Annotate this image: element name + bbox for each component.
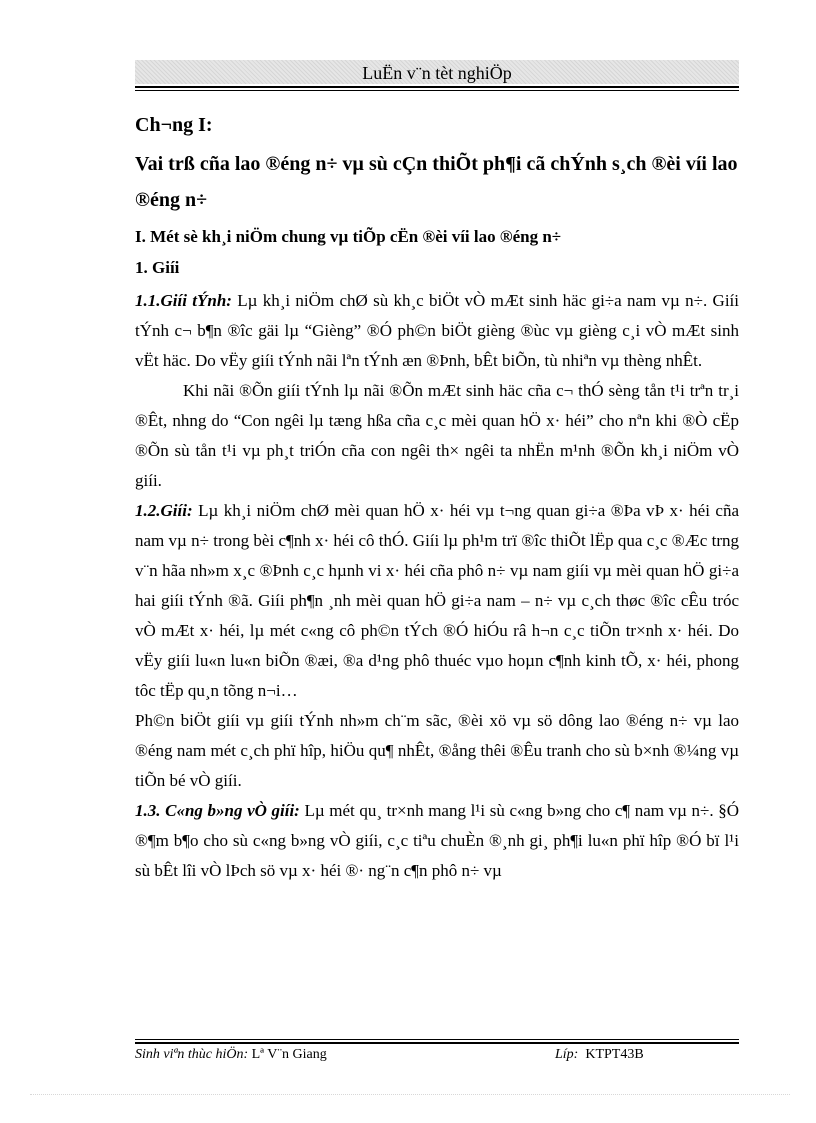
paragraph-gender-definition [135, 286, 739, 376]
footer-student [135, 1045, 327, 1065]
subsection-heading: 1. Giíi [135, 258, 180, 277]
footer-rule-thin [135, 1039, 739, 1040]
page-footer [135, 1045, 739, 1065]
paragraph-text: Lµ kh¸i niÖm chØ mèi quan hÖ x· héi vµ t¬ng quan gi÷a ®Þa vÞ x· héi cña nam vµ n÷ trong bèi c¶nh x· héi cô thÓ. Giíi lµ ph¹m trï ®îc thiÕt lËp qua c¸c ®Æc trng v¨n hãa nh»m x¸c ®Þnh c¸c hµnh vi x· héi cña phô n÷ vµ nam giíi vµ mèi quan hÖ gi÷a hai giíi tÝnh ®ã. Giíi ph¶n ¸nh mèi quan hÖ gi÷a nam – n÷ vµ c¸ch thøc ®îc cÊu tróc vÒ mÆt x· héi, lµ mét c«ng cô ph©n tÝch ®Ó hiÓu râ h¬n c¸c tiÕn tr×nh x· héi. Do vËy giíi lu«n lu«n biÕn ®æi, ®a d¹ng phô thuéc vµo hoµn c¶nh kinh tÕ, x· héi, phong tôc tËp qu¸n tõng n¬i… [135, 501, 739, 700]
paragraph-distinction [135, 706, 739, 796]
page-bottom-divider [30, 1094, 790, 1095]
paragraph-text: Khi nãi ®Õn giíi tÝnh lµ nãi ®Õn mÆt sinh häc cña c¬ thÓ sèng tån t¹i trªn tr¸i ®Êt, nhng do “Con ngêi lµ tæng hßa cña c¸c mèi quan hÖ x· héi” cho nªn khi ®Ò cËp ®Õn sù tån t¹i vµ ph¸t triÓn cña con ngêi th× ngêi ta nhËn m¹nh ®Õn kh¸i niÖm vÒ giíi. [135, 381, 739, 490]
term-lead: 1.1.Giíi tÝnh: [135, 291, 232, 310]
page-header-title: LuËn v¨n tèt nghiÖp [362, 63, 512, 83]
student-name: Lª V¨n Giang [248, 1047, 327, 1062]
paragraph-gender-discussion [135, 376, 739, 496]
chapter-label: Ch¬ng I: [135, 114, 213, 136]
term-lead: 1.2.Giíi: [135, 501, 193, 520]
paragraph-text: Lµ kh¸i niÖm chØ sù kh¸c biÖt vÒ mÆt sinh häc gi÷a nam vµ n÷. Giíi tÝnh c¬ b¶n ®îc gäi lµ “Gièng” ®Ó ph©n biÖt gièng ®ùc vµ gièng c¸i vÒ mÆt sinh vËt häc. Do vËy giíi tÝnh nãi lªn tÝnh æn ®Þnh, bÊt biÕn, tù nhiªn vµ thèng nhÊt. [135, 291, 739, 370]
paragraph-gender-social [135, 496, 739, 706]
term-lead: 1.3. C«ng b»ng vÒ giíi: [135, 801, 300, 820]
footer-class [555, 1045, 644, 1065]
class-label: Líp: [555, 1047, 579, 1062]
paragraph-text: Ph©n biÖt giíi vµ giíi tÝnh nh»m ch¨m sãc, ®èi xö vµ sö dông lao ®éng n÷ vµ lao ®éng nam mét c¸ch phï hîp, hiÖu qu¶ nhÊt, ®ång thêi ®Êu tranh cho sù b×nh ®¼ng vµ tiÕn bé vÒ giíi. [135, 711, 739, 790]
chapter-title: Vai trß cña lao ®éng n÷ vµ sù cÇn thiÕt ph¶i cã chÝnh s¸ch ®èi víi lao ®éng n÷ [135, 153, 738, 211]
paragraph-gender-equity [135, 796, 739, 886]
student-label: Sinh viªn thùc hiÖn: [135, 1047, 249, 1062]
header-rule [135, 86, 739, 88]
class-value: KTPT43B [578, 1047, 644, 1062]
footer-rule [135, 1042, 739, 1044]
header-rule-thin [135, 90, 739, 91]
document-body [135, 112, 739, 886]
section-heading: I. Mét sè kh¸i niÖm chung vµ tiÕp cËn ®èi víi lao ®éng n÷ [135, 227, 562, 246]
paragraph-text: Lµ mét qu¸ tr×nh mang l¹i sù c«ng b»ng cho c¶ nam vµ n÷. §Ó ®¶m b¶o cho sù c«ng b»ng vÒ giíi, c¸c tiªu chuÈn ®¸nh gi¸ ph¶i lu«n phï hîp ®Ó bï l¹i sù bÊt lîi vÒ lÞch sö vµ x· héi ®· ng¨n c¶n phô n÷ vµ [135, 801, 739, 880]
